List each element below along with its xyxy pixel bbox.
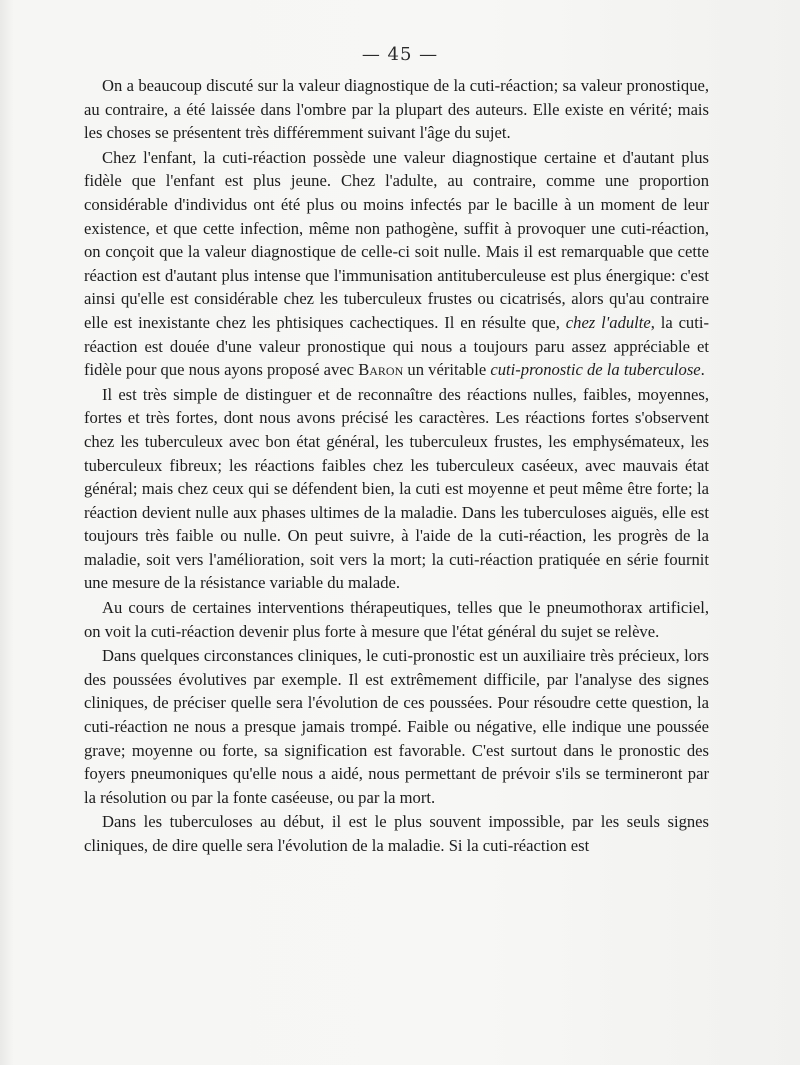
paragraph-1	[84, 74, 709, 145]
paragraph-5-text: Dans quelques circonstances cliniques, le cuti-pronostic est un auxiliaire très précieux, lors des poussées évolutives par exemple. Il est extrêmement difficile, par l'analyse des signes cliniques, de préciser quelle sera l'évolution de ces poussées. Pour résoudre cette question, la cuti-réaction ne nous a presque jamais trompé. Faible ou négative, elle indique une poussée grave; moyenne ou forte, sa signification est favorable. C'est surtout dans le pronostic des foyers pneumoniques qu'elle nous a aidé, nous permettant de prévoir s'ils se termineront par la résolution ou par la fonte caséeuse, ou par la mort.	[84, 646, 709, 807]
paragraph-2-text-b: , la cuti-réaction est douée d'une valeur pronostique qui nous a toujours paru assez appréciable et fidèle pour que nous ayons proposé avec	[84, 312, 709, 380]
paragraph-2-text-c: un véritable	[403, 360, 491, 380]
paragraph-2	[84, 146, 709, 382]
paragraph-6-text: Dans les tuberculoses au début, il est le plus souvent impossible, par les seuls signes cliniques, de dire quelle sera l'évolution de la maladie. Si la cuti-réaction est	[84, 812, 709, 855]
emphasis-chez-l-adulte: chez l'adulte	[565, 312, 651, 332]
paragraph-2-text-a: Chez l'enfant, la cuti-réaction possède une valeur diagnostique certaine et d'autant plus fidèle que l'enfant est plus jeune. Chez l'adulte, au contraire, comme une proportion considérable d'individus ont été plus ou moins infectés par le bacille à un moment de leur existence, et que cette infection, même non pathogène, suffit à provoquer une cuti-réaction, on conçoit que la valeur diagnostique de celle-ci soit nulle. Mais il est remarquable que cette réaction est d'autant plus intense que l'immunisation antituberculeuse est plus énergique: c'est ainsi qu'elle est considérable chez les tuberculeux frustes ou cicatrisés, alors qu'au contraire elle est inexistante chez les phtisiques cachectiques. Il en résulte que,	[84, 147, 709, 332]
paragraph-1-text: On a beaucoup discuté sur la valeur diagnostique de la cuti-réaction; sa valeur pronostique, au contraire, a été laissée dans l'ombre par la plupart des auteurs. Elle existe en vérité; mais les choses se présentent très différemment suivant l'âge du sujet.	[84, 76, 709, 143]
page-number: — 45 —	[361, 44, 439, 65]
paragraph-3-text: Il est très simple de distinguer et de reconnaître des réactions nulles, faibles, moyennes, fortes et très fortes, dont nous avons précisé les caractères. Les réactions fortes s'observent chez les tuberculeux avec bon état général, les tuberculeux frustes, les emphysémateux, les tuberculeux fibreux; les réactions faibles chez les tuberculeux caséeux, avec mauvais état général; mais chez ceux qui se défendent bien, la cuti est moyenne et peut même être forte; la réaction devient nulle aux phases ultimes de la maladie. Dans les tuberculoses aiguës, elle est toujours très faible ou nulle. On peut suivre, à l'aide de la cuti-réaction, les progrès de la maladie, soit vers l'amélioration, soit vers la mort; la cuti-réaction pratiquée en série fournit une mesure de la résistance variable du malade.	[84, 384, 709, 593]
paragraph-4-text: Au cours de certaines interventions thérapeutiques, telles que le pneumothorax artificiel, on voit la cuti-réaction devenir plus forte à mesure que l'état général du sujet se relève.	[84, 598, 709, 641]
emphasis-cuti-pronostic: cuti-pronostic de la tuberculose	[490, 360, 701, 380]
paragraph-5	[84, 644, 709, 809]
paragraph-2-text-d: .	[700, 360, 705, 380]
paragraph-6	[84, 810, 709, 857]
paragraph-3	[84, 383, 709, 595]
body-text	[84, 74, 709, 859]
author-name-baron: Baron	[358, 360, 404, 380]
paragraph-4	[84, 596, 709, 643]
